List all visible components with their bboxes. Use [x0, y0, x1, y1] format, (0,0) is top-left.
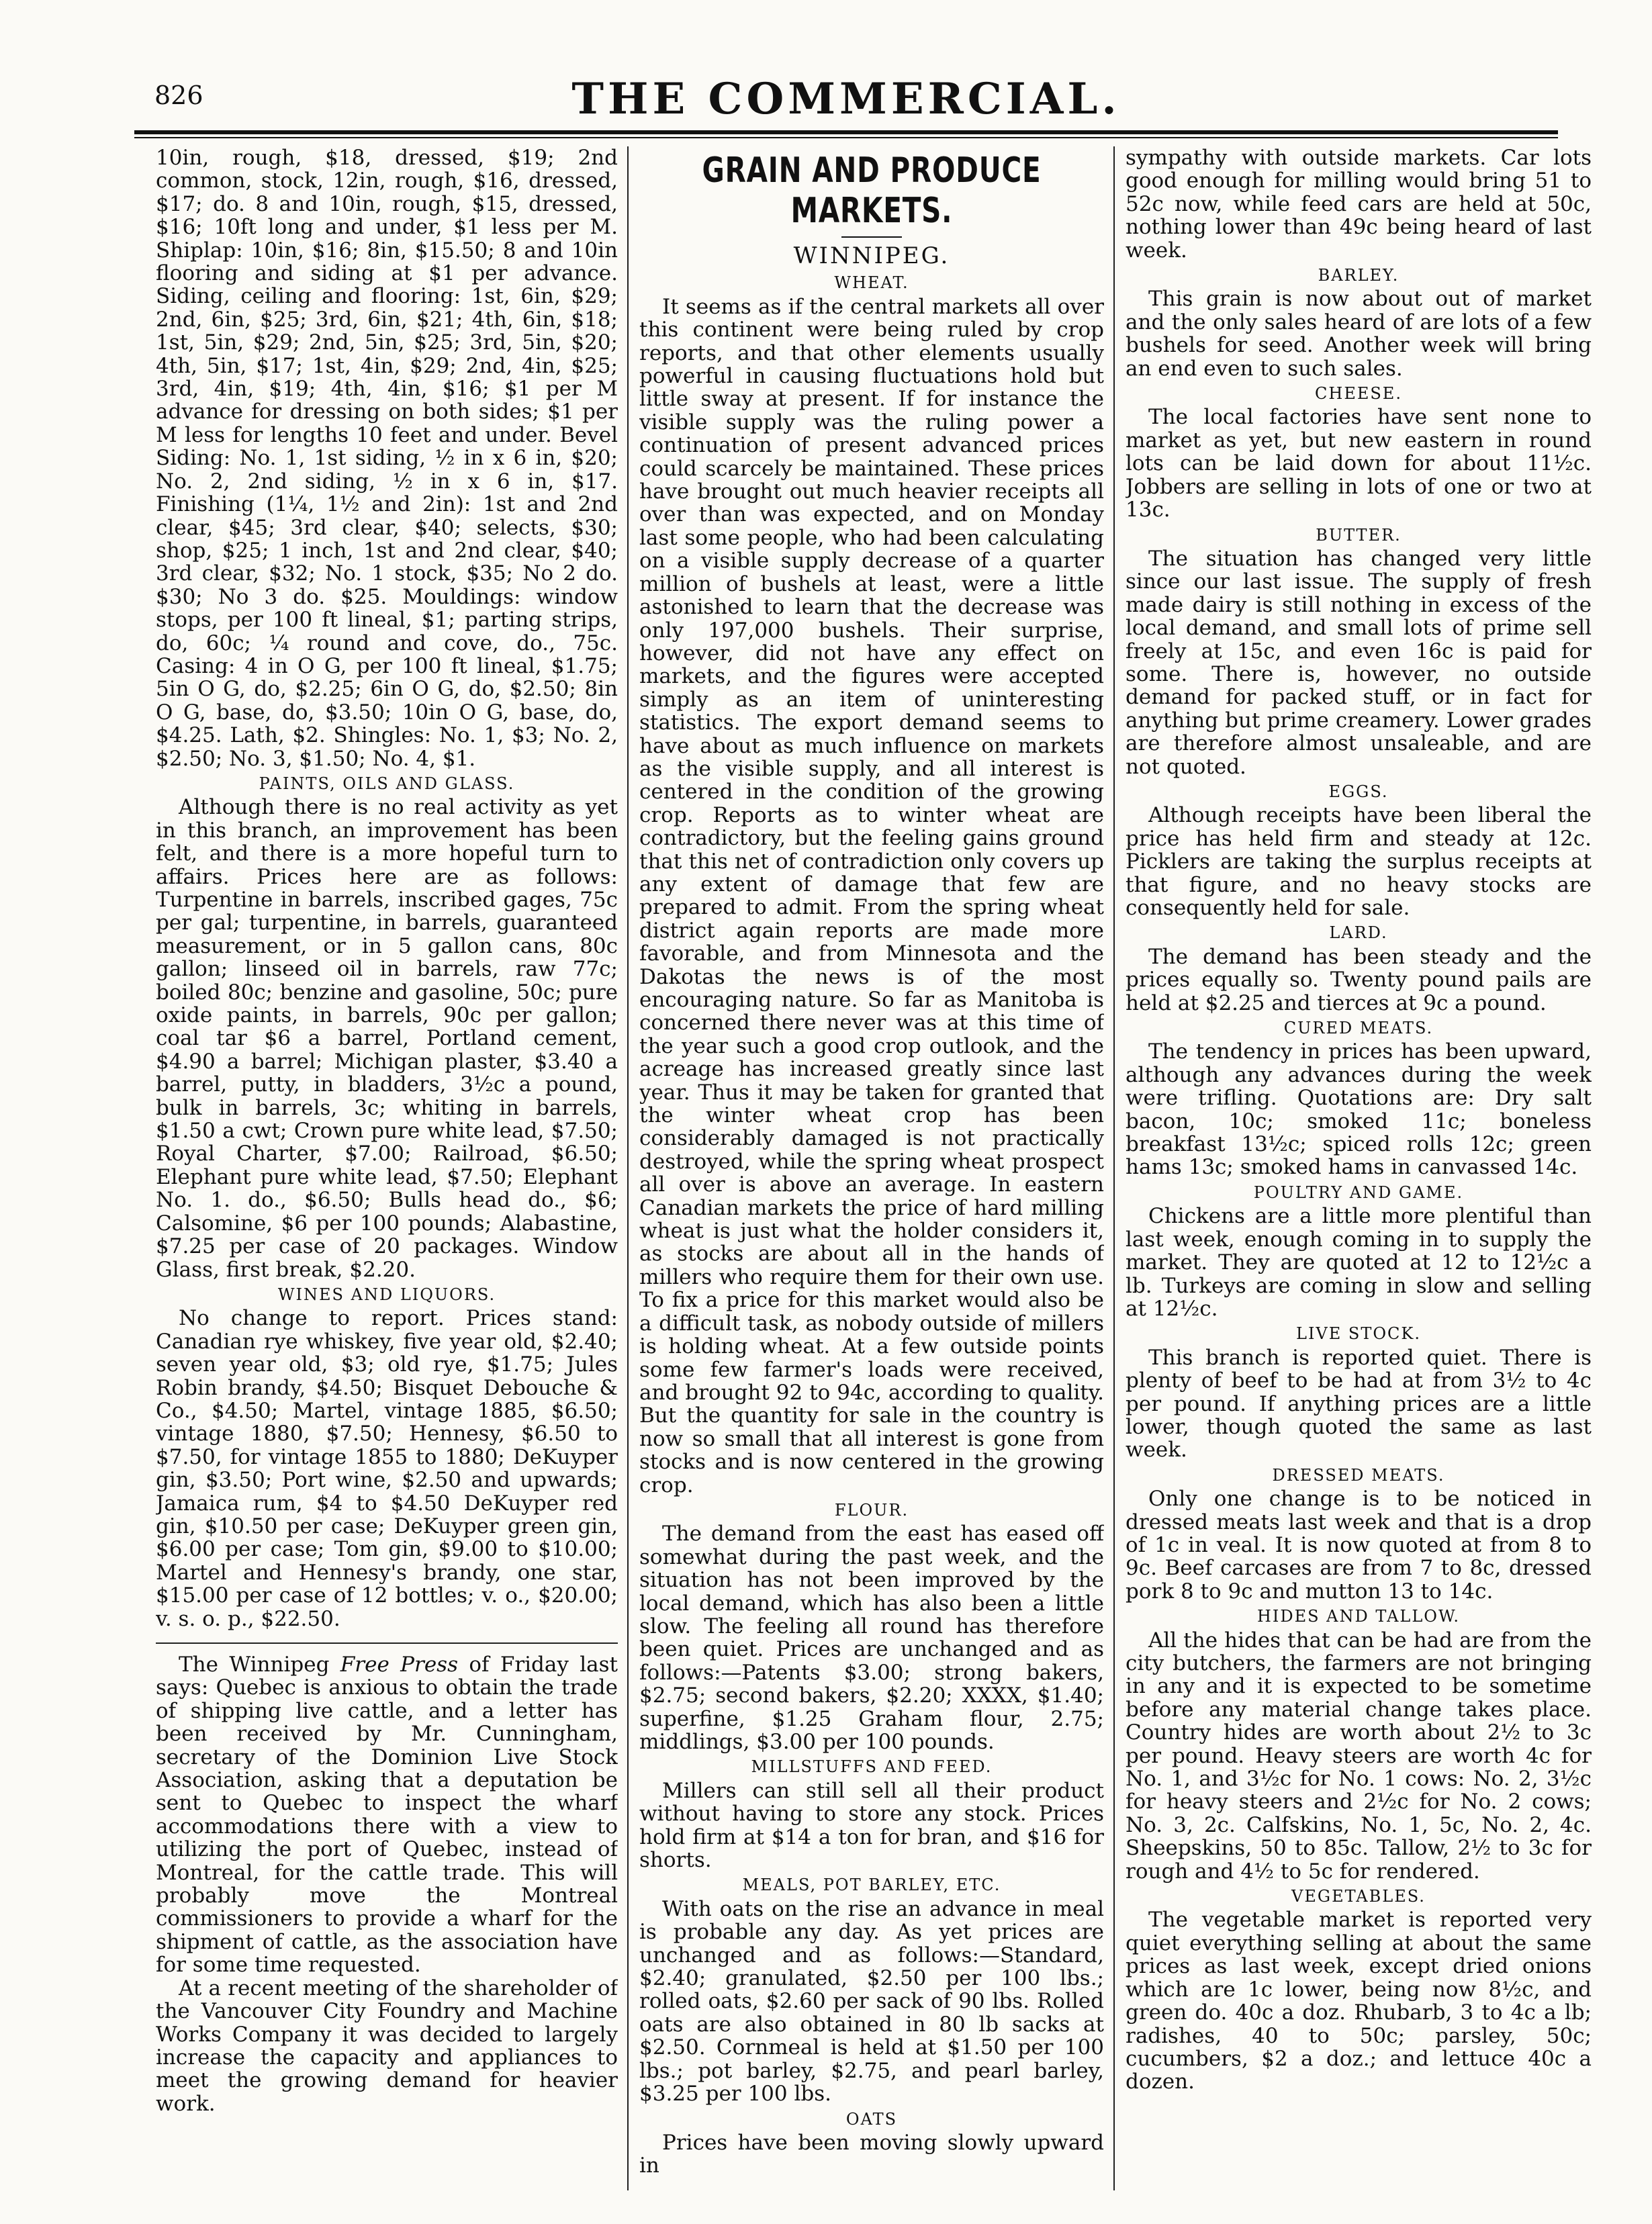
wheat-text: It seems as if the central markets all over this continent were being ruled by crop reports, and that other elements usually powerful in causing fluctuations hold but little sway at present. If for instance the visible supply was the ruling power a continuation of present advanced prices could scarcely be maintained. These prices have brought out much heavier receipts all over than was expected, and on Monday last some people, who had been calculating on a visible supply decrease of a quarter million of bushels at least, were a little astonished to learn that the decrease was only 197,000 bushels. Their surprise, however, did not have any effect on markets, and the figures were accepted simply as an item of uninteresting statistics. The export demand seems to have about as much influence on markets as the visible supply, and all interest is centered in the condition of the growing crop. Reports as to winter wheat are contradictory, but the feeling gains ground that this net of contradiction only covers up any extent of damage that few are prepared to admit. From the spring wheat district again reports are made more favorable, and from Minnesota and the Dakotas the news is of the most encouraging nature. So far as Manitoba is concerned there never was at this time of the year such a good crop outlook, and the acreage has increased greatly since last year. Thus it may be taken for granted that the winter wheat crop has been considerably damaged is not practically destroyed, while the spring wheat prospect all over is above an average. In eastern Canadian markets the price of hard milling wheat is just what the holder considers it, as stocks are about all in the hands of millers who require them for their own use. To fix a price for this market would also be a difficult task, as nobody outside of millers is holding wheat. At a few outside points some few farmer's loads were received, and brought 92 to 94c, according to quality. But the quantity for sale in the country is now so small that all interest is gone from stocks and is now centered in the growing crop. — [639, 294, 1104, 1497]
page-header — [134, 62, 1558, 129]
section-heading-flour: FLOUR. — [834, 1500, 909, 1520]
section-heading-cheese: CHEESE. — [1315, 384, 1402, 404]
section-heading-wines: WINES AND LIQUORS. — [277, 1285, 496, 1304]
header-rule-thin — [134, 137, 1558, 138]
column-two — [639, 146, 1104, 2197]
section-heading-wheat: WHEAT. — [834, 273, 909, 293]
hides-text: All the hides that can be had are from the city butchers, the farmers are not bringing in any and it is expected to be sometime before any material change takes place. Country hides are worth about 2½ to 3c per pound. Heavy steers are worth 4c for No. 1, and 3½c for No. 1 cows: No. 2, 3½c for heavy steers and 2½c for No. 2 cows; No. 3, 2c. Calfskins, No. 1, 5c, No. 2, 4c. Sheepskins, 50 to 85c. Tallow, 2½ to 3c for rough and 4½ to 5c for rendered. — [1126, 1628, 1592, 1884]
column-divider — [627, 146, 629, 2190]
section-heading-lard: LARD. — [1329, 923, 1388, 943]
poultry-text: Chickens are a little more plentiful than last week, enough coming in to supply the market. They are quoted at 12 to 12½c a lb. Turkeys are coming in slow and selling at 12½c. — [1126, 1204, 1592, 1321]
column-divider — [1113, 146, 1115, 2190]
section-heading-hides: HIDES AND TALLOW. — [1256, 1607, 1461, 1626]
section-heading-cured-meats: CURED MEATS. — [1283, 1019, 1434, 1038]
quebec-text-pre: The Winnipeg — [179, 1653, 340, 1677]
foundry-article: At a recent meeting of the shareholder of the Vancouver City Foundry and Machine Works Company it was decided to largely increase the capacity and appliances to meet the growing demand for heavier work. — [156, 1976, 618, 2116]
section-heading-live-stock: LIVE STOCK. — [1296, 1324, 1421, 1344]
section-heading-oats: OATS — [845, 2109, 898, 2129]
column-three — [1126, 146, 1592, 2197]
quebec-cattle-article — [156, 1653, 618, 1977]
millstuffs-text: Millers can still sell all their product without having to store any stock. Prices hold firm at $14 a ton for bran, and $16 for shorts. — [639, 1778, 1104, 1873]
section-heading-poultry: POULTRY AND GAME. — [1253, 1183, 1464, 1202]
vegetables-text: The vegetable market is reported very quiet everything selling at about the same prices as last week, except dried onions which are 1c lower, being now 8½c, and green do. 40c a doz. Rhubarb, 3 to 4c a lb; radishes, 40 to 50c; parsley, 50c; cucumbers, $2 a doz.; and lettuce 40c a dozen. — [1126, 1908, 1592, 2094]
eggs-text: Although receipts have been liberal the price has held firm and steady at 12c. Picklers are taking the surplus receipts at that figure, and no heavy stocks are consequently held for sale. — [1126, 803, 1592, 920]
oats-text: Prices have been moving slowly upward in — [639, 2130, 1104, 2178]
masthead: THE COMMERCIAL. — [571, 74, 1121, 124]
section-heading-meals: MEALS, POT BARLEY, ETC. — [742, 1875, 1001, 1895]
oats-text-continued: sympathy with outside markets. Car lots good enough for milling would bring 51 to 52c now, while feed cars are held at 50c, nothing lower than 49c being heard of last week. — [1126, 146, 1592, 263]
section-heading-eggs: EGGS. — [1328, 782, 1389, 801]
quebec-text-post: of Friday last says: Quebec is anxious to obtain the trade of shipping live cattle, and a letter has been received by Mr. Cunningham, secretary of the Dominion Live Stock Association, asking that a deputation be sent to Quebec to inspect the wharf accommodations there with a view to utilizing the port of Quebec, instead of Montreal, for the cattle trade. This will probably move the Montreal commissioners to provide a wharf for the shipment of cattle, as the association have for some time requested. — [156, 1653, 618, 1978]
section-heading-paints: PAINTS, OILS AND GLASS. — [259, 774, 515, 793]
column-one — [156, 146, 618, 2197]
live-stock-text: This branch is reported quiet. There is plenty of beef to be had at from 3½ to 4c per pound. If anything prices are a little lower, though quoted the same as last week. — [1126, 1345, 1592, 1463]
section-heading-vegetables: VEGETABLES. — [1291, 1887, 1426, 1906]
markets-subtitle: WINNIPEG. — [793, 242, 950, 269]
paints-text: Although there is no real activity as yet in this branch, an improvement has been felt, and there is a more hopeful turn to affairs. Prices here are as follows: Turpentine in barrels, inscribed gages, 75c per gal; turpentine, in barrels, guaranteed measurement, or in 5 gallon cans, 80c gallon; linseed oil in barrels, raw 77c; boiled 80c; benzine and gasoline, 50c; pure oxide paints, in barrels, 90c per gallon; coal tar $6 a barrel, Portland cement, $4.90 a barrel; Michigan plaster, $3.40 a barrel, putty, in bladders, 3½c a pound, bulk in barrels, 3c; whiting in barrels, $1.50 a cwt; Crown pure white lead, $7.50; Royal Charter, $7.00; Railroad, $6.50; Elephant pure white lead, $7.50; Elephant No. 1. do., $6.50; Bulls head do., $6; Calsomine, $6 per 100 pounds; Alabastine, $7.25 per case of 20 packages. Window Glass, first break, $2.20. — [156, 795, 618, 1282]
meals-text: With oats on the rise an advance in meal is probable any day. As yet prices are unchanged and as follows:—Standard, $2.40; granulated, $2.50 per 100 lbs.; rolled oats, $2.60 per sack of 90 lbs. Rolled oats are also obtained in 80 lb sacks at $2.50. Cornmeal is held at $1.50 per 100 lbs.; pot barley, $2.75, and pearl barley, $3.25 per 100 lbs. — [639, 1896, 1104, 2106]
newspaper-name: Free Press — [340, 1653, 458, 1677]
cured-meats-text: The tendency in prices has been upward, although any advances during the week were trifling. Quotations are: Dry salt bacon, 10c; smoked 11c; boneless breakfast 13½c; spiced rolls 12c; green hams 13c; smoked hams in canvassed 14c. — [1126, 1039, 1592, 1180]
section-heading-barley: BARLEY. — [1318, 266, 1399, 285]
section-heading-butter: BUTTER. — [1316, 525, 1402, 545]
flour-text: The demand from the east has eased off somewhat during the past week, and the situation has not been improved by the local demand, which has also been a little slow. The feeling all round has therefore been quiet. Prices are unchanged and as follows:—Patents $3.00; strong bakers, $2.75; second bakers, $2.20; XXXX, $1.40; superfine, $1.25 Graham flour, 2.75; middlings, $3.00 per 100 pounds. — [639, 1522, 1104, 1754]
title-rule — [841, 236, 902, 238]
section-heading-dressed-meats: DRESSED MEATS. — [1272, 1465, 1445, 1485]
butter-text: The situation has changed very little since our last issue. The supply of fresh made dairy is still nothing in excess of the local demand, and small lots of prime sell freely at 15c, and even 16c is paid for some. There is, however, no outside demand for packed stuff, or in fact for anything but prime creamery. Lower grades are therefore almost unsaleable, and are not quoted. — [1126, 546, 1592, 779]
wines-text: No change to report. Prices stand: Canadian rye whiskey, five year old, $2.40; seven year old, $3; old rye, $1.75; Jules Robin brandy, $4.50; Bisquet Debouche & Co., $4.50; Martel, vintage 1885, $6.50; vintage 1880, $7.50; Hennesy, $6.50 to $7.50, for vintage 1855 to 1880; DeKuyper gin, $3.50; Port wine, $2.50 and upwards; Jamaica rum, $4 to $4.50 DeKuyper red gin, $10.50 per case; DeKuyper green gin, $6.00 per case; Tom gin, $9.00 to $10.00; Martel and Hennesy's brandy, one star, $15.00 per case of 12 bottles; v. o., $20.00; v. s. o. p., $22.50. — [156, 1306, 618, 1631]
markets-title: GRAIN AND PRODUCE MARKETS. — [702, 150, 1042, 231]
barley-text: This grain is now about out of market and the only sales heard of are lots of a few bushels for seed. Another week will bring an end even to such sales. — [1126, 287, 1592, 381]
lard-text: The demand has been steady and the prices equally so. Twenty pound pails are held at $2.25 and tierces at 9c a pound. — [1126, 944, 1592, 1015]
article-separator — [156, 1642, 618, 1644]
section-heading-millstuffs: MILLSTUFFS AND FEED. — [751, 1757, 993, 1777]
cheese-text: The local factories have sent none to market as yet, but new eastern in round lots can be laid down for about 11½c. Jobbers are selling in lots of one or two at 13c. — [1126, 405, 1592, 522]
header-rule-thick — [134, 130, 1558, 134]
page-number: 826 — [154, 81, 203, 110]
lumber-prices-text: 10in, rough, $18, dressed, $19; 2nd common, stock, 12in, rough, $16, dressed, $17; do. 8 and 10in, rough, $15, dressed, $16; 10ft long and under, $1 less per M. Shiplap: 10in, $16; 8in, $15.50; 8 and 10in flooring and siding at $1 per advance. Siding, ceiling and flooring: 1st, 6in, $29; 2nd, 6in, $25; 3rd, 6in, $21; 4th, 6in, $18; 1st, 5in, $29; 2nd, 5in, $25; 3rd, 5in, $20; 4th, 5in, $17; 1st, 4in, $29; 2nd, 4in, $25; 3rd, 4in, $19; 4th, 4in, $16; $1 per M advance for dressing on both sides; $1 per M less for lengths 10 feet and under. Bevel Siding: No. 1, 1st siding, ½ in x 6 in, $20; No. 2, 2nd siding, ½ in x 6 in, $17. Finishing (1¼, 1½ and 2in): 1st and 2nd clear, $45; 3rd clear, $40; selects, $30; shop, $25; 1 inch, 1st and 2nd clear, $40; 3rd clear, $32; No. 1 stock, $35; No 2 do. $30; No 3 do. $25. Mouldings: window stops, per 100 ft lineal, $1; parting strips, do, 60c; ¼ round and cove, do., 75c. Casing: 4 in O G, per 100 ft lineal, $1.75; 5in O G, do, $2.25; 6in O G, do, $2.50; 8in O G, base, do, $3.50; 10in O G, base, do, $4.25. Lath, $2. Shingles: No. 1, $3; No. 2, $2.50; No. 3, $1.50; No. 4, $1. — [156, 146, 618, 771]
dressed-meats-text: Only one change is to be noticed in dressed meats last week and that is a drop of 1c in veal. It is now quoted at from 8 to 9c. Beef carcases are from 7 to 8c, dressed pork 8 to 9c and mutton 13 to 14c. — [1126, 1487, 1592, 1604]
